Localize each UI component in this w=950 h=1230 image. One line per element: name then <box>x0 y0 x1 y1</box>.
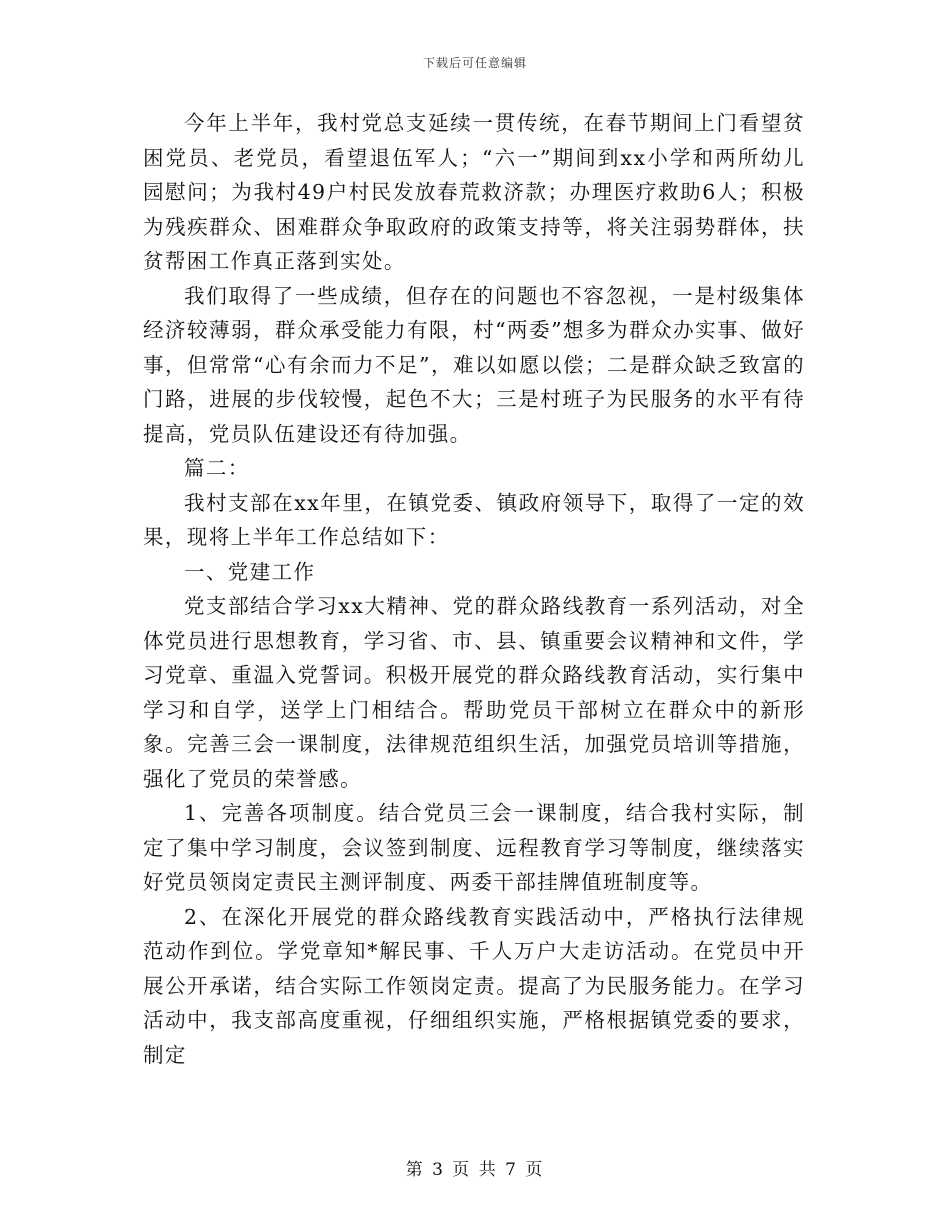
section-heading-party-building: 一、党建工作 <box>184 559 316 584</box>
paragraph-1: 今年上半年，我村党总支延续一贯传统，在春节期间上门看望贫困党员、老党员，看望退伍军人；“六一”期间到xx小学和两所幼儿园慰问；为我村49户村民发放春荒救济款；办理医疗救助6人；积极为残疾群众、困难群众争取政府的政策支持等，将关注弱势群体，扶贫帮困工作真正落到实处。 <box>143 111 805 273</box>
document-body <box>143 106 805 1072</box>
paragraph-4: 党支部结合学习xx大精神、党的群众路线教育一系列活动，对全体党员进行思想教育，学习省、市、县、镇重要会议精神和文件，学习党章、重温入党誓词。积极开展党的群众路线教育活动，实行集中学习和自学，送学上门相结合。帮助党员干部树立在群众中的新形象。完善三会一课制度，法律规范组织生活，加强党员培训等措施，强化了党员的荣誉感。 <box>143 594 805 791</box>
paragraph-3: 我村支部在xx年里，在镇党委、镇政府领导下，取得了一定的效果，现将上半年工作总结如下： <box>143 490 805 549</box>
section-title-part-two: 篇二： <box>184 456 250 480</box>
page-header: 下载后可任意编辑 <box>422 56 527 70</box>
page-number: 第 3 页 共 7 页 <box>405 1160 545 1180</box>
paragraph-5: 1、完善各项制度。结合党员三会一课制度，结合我村实际，制定了集中学习制度，会议签到制度、远程教育学习等制度，继续落实好党员领岗定责民主测评制度、两委干部挂牌值班制度等。 <box>143 801 805 894</box>
paragraph-2: 我们取得了一些成绩，但存在的问题也不容忽视，一是村级集体经济较薄弱，群众承受能力有限，村“两委”想多为群众办实事、做好事，但常常“心有余而力不足”，难以如愿以偿；二是群众缺乏致富的门路，进展的步伐较慢，起色不大；三是村班子为民服务的水平有待提高，党员队伍建设还有待加强。 <box>143 283 805 446</box>
paragraph-6: 2、在深化开展党的群众路线教育实践活动中，严格执行法律规范动作到位。学党章知*解民事、千人万户大走访活动。在党员中开展公开承诺，结合实际工作领岗定责。提高了为民服务能力。在学习活动中，我支部高度重视，仔细组织实施，严格根据镇党委的要求，制定 <box>143 904 805 1067</box>
